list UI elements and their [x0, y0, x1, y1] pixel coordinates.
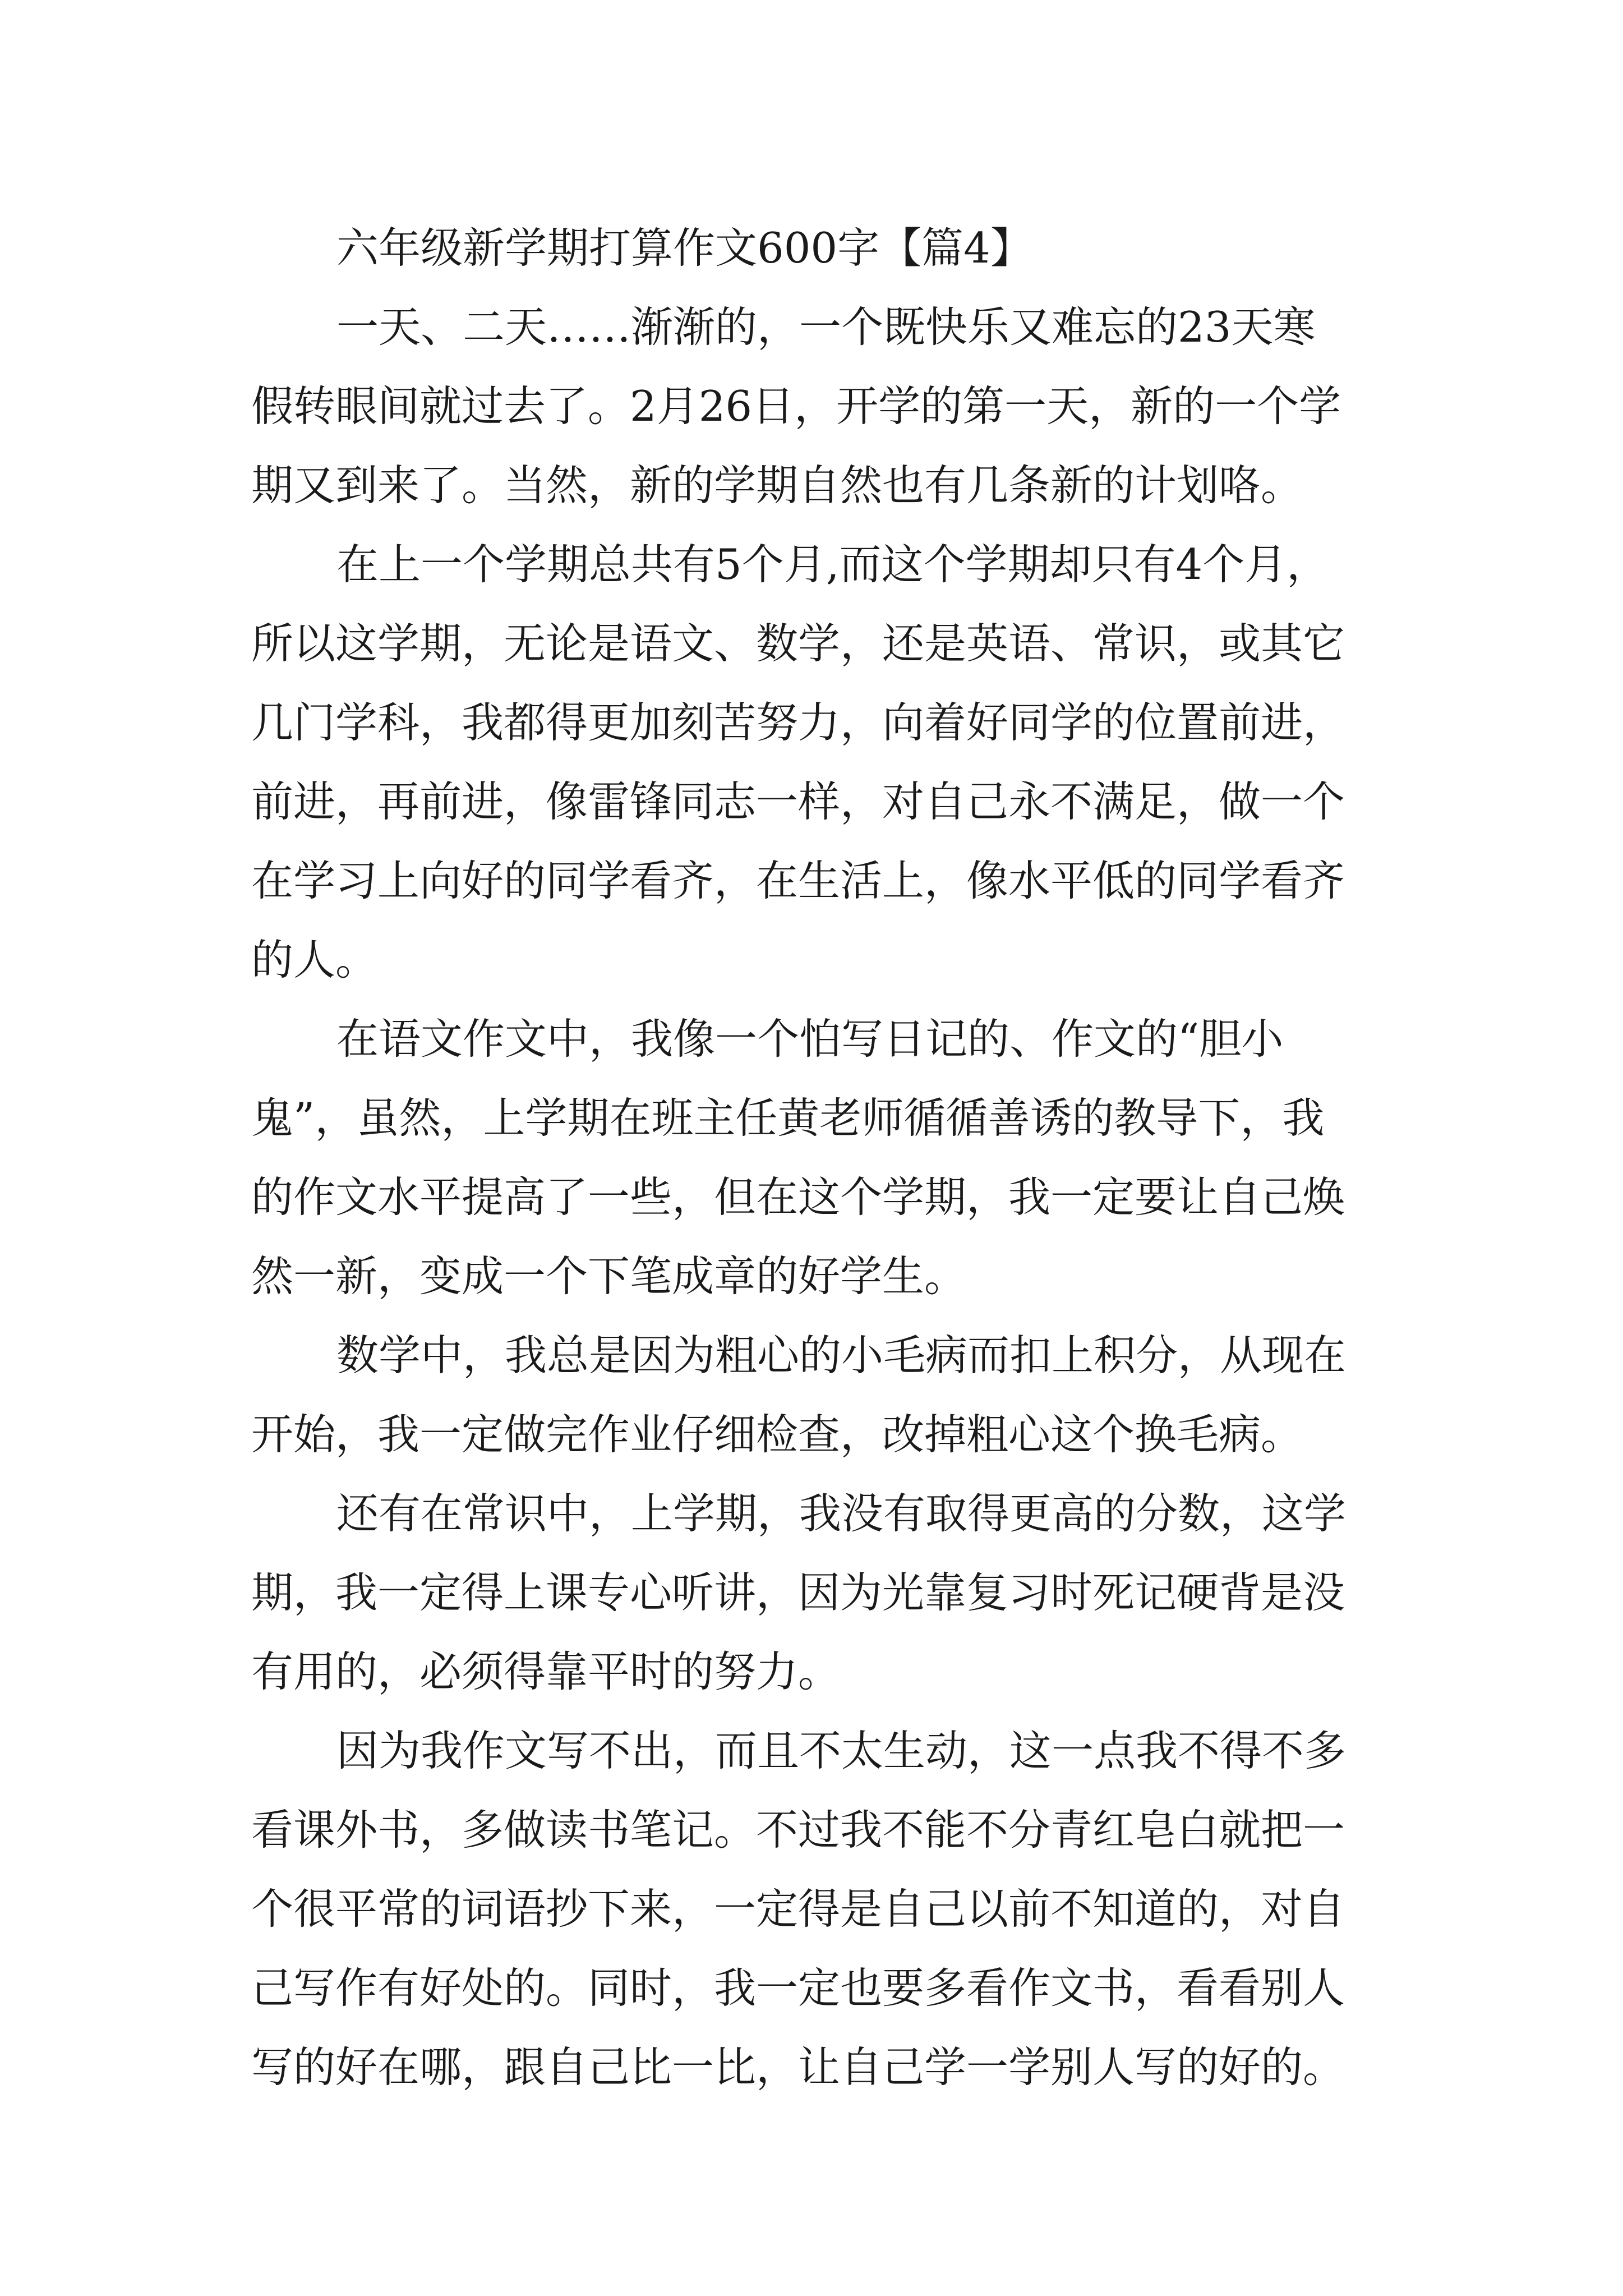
paragraph-line: 在语文作文中，我像一个怕写日记的、作文的“胆小 — [336, 1014, 1284, 1064]
paragraph-line: 看课外书，多做读书笔记。不过我不能不分青红皂白就把一 — [251, 1805, 1345, 1855]
document-body — [251, 209, 1423, 2107]
paragraph-line: 所以这学期，无论是语文、数学，还是英语、常识，或其它 — [251, 619, 1345, 668]
paragraph-line: 一天、二天……渐渐的，一个既快乐又难忘的23天寒 — [336, 302, 1316, 352]
paragraph-line: 个很平常的词语抄下来，一定得是自己以前不知道的，对自 — [251, 1884, 1345, 1934]
paragraph-line: 几门学科，我都得更加刻苦努力，向着好同学的位置前进， — [251, 698, 1345, 747]
paragraph-line: 在学习上向好的同学看齐，在生活上，像水平低的同学看齐 — [251, 856, 1345, 905]
paragraph-line: 在上一个学期总共有5个月,而这个学期却只有4个月， — [336, 540, 1329, 589]
paragraph-line: 还有在常识中，上学期，我没有取得更高的分数，这学 — [336, 1489, 1347, 1538]
paragraph-line: 己写作有好处的。同时，我一定也要多看作文书，看看别人 — [251, 1963, 1345, 2013]
paragraph-line: 的人。 — [251, 935, 378, 984]
paragraph-line: 因为我作文写不出，而且不太生动，这一点我不得不多 — [336, 1726, 1347, 1775]
paragraph-6 — [251, 1711, 1423, 2107]
paragraph-2 — [251, 525, 1423, 1000]
paragraph-line: 开始，我一定做完作业仔细检查，改掉粗心这个换毛病。 — [251, 1410, 1303, 1459]
document-title: 六年级新学期打算作文600字【篇4】 — [336, 223, 1032, 273]
paragraph-line: 鬼”，虽然，上学期在班主任黄老师循循善诱的教导下，我 — [251, 1093, 1325, 1143]
paragraph-1 — [251, 288, 1423, 525]
paragraph-line: 写的好在哪，跟自己比一比，让自己学一学别人写的好的。 — [251, 2042, 1345, 2092]
paragraph-line: 假转眼间就过去了。2月26日，开学的第一天，新的一个学 — [251, 381, 1341, 431]
paragraph-line: 有用的，必须得靠平时的努力。 — [251, 1647, 841, 1696]
paragraph-5 — [251, 1474, 1423, 1711]
paragraph-line: 的作文水平提高了一些，但在这个学期，我一定要让自己焕 — [251, 1172, 1345, 1222]
paragraph-line: 数学中，我总是因为粗心的小毛病而扣上积分，从现在 — [336, 1331, 1347, 1380]
paragraph-line: 期，我一定得上课专心听讲，因为光靠复习时死记硬背是没 — [251, 1568, 1345, 1617]
paragraph-line: 前进，再前进，像雷锋同志一样，对自己永不满足，做一个 — [251, 777, 1345, 826]
paragraph-line: 然一新，变成一个下笔成章的好学生。 — [251, 1251, 967, 1301]
paragraph-4 — [251, 1316, 1423, 1474]
paragraph-3 — [251, 1000, 1423, 1316]
paragraph-line: 期又到来了。当然，新的学期自然也有几条新的计划咯。 — [251, 461, 1303, 510]
